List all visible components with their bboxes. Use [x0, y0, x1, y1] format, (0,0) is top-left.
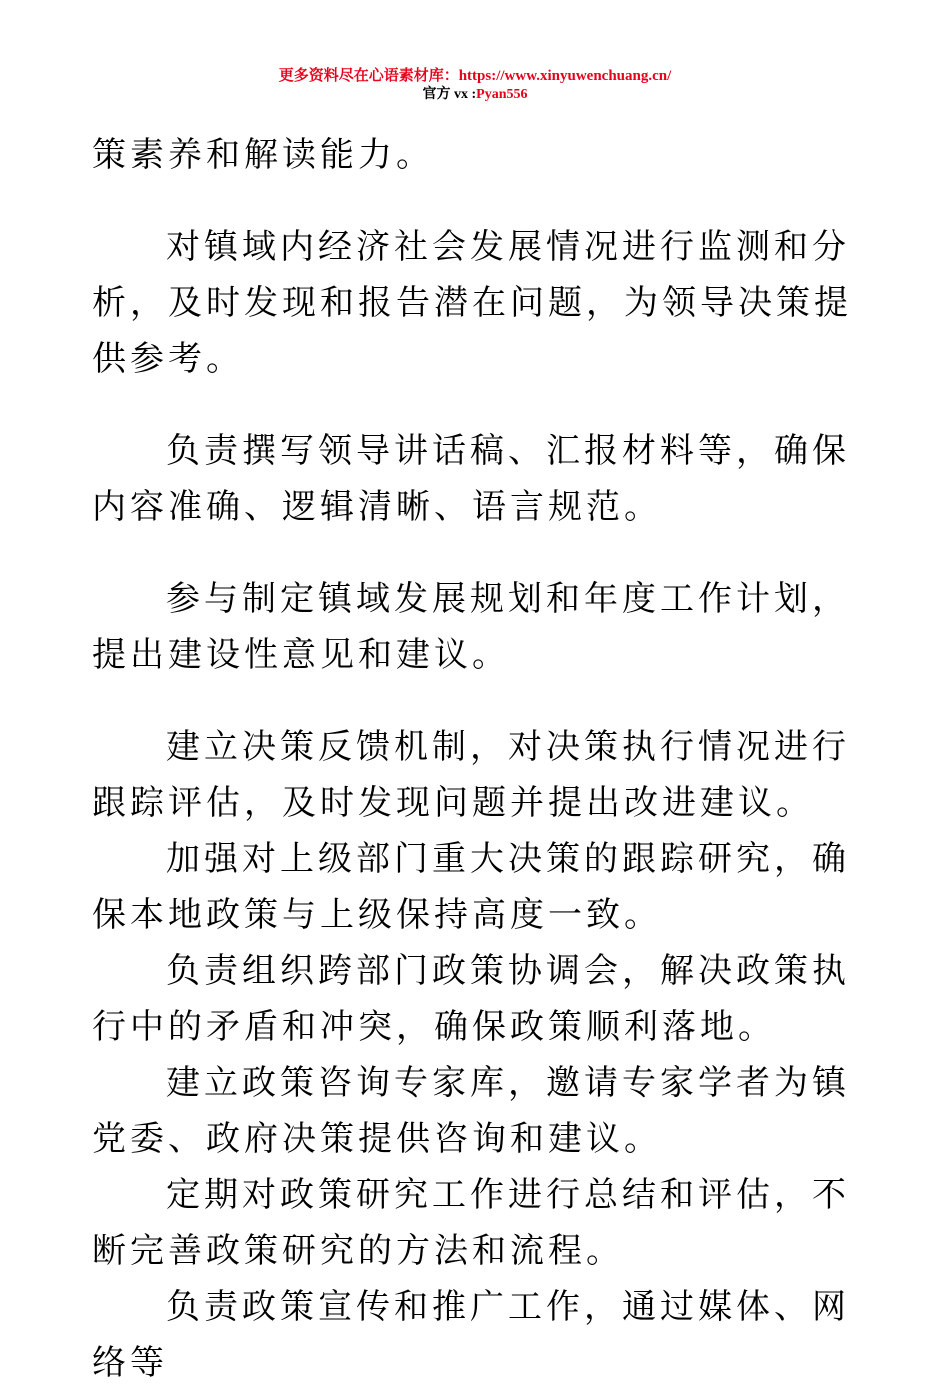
paragraph: 策素养和解读能力。 [92, 135, 434, 175]
promo-link[interactable]: https://www.xinyuwenchuang.cn/ [458, 68, 672, 84]
paragraph: 负责政策宣传和推广工作，通过媒体、网络等 [92, 1287, 850, 1383]
paragraph: 对镇域内经济社会发展情况进行监测和分析，及时发现和报告潜在问题，为领导决策提供参考。 [92, 227, 852, 379]
contact-id: Pyan556 [476, 87, 528, 102]
paragraph: 负责组织跨部门政策协调会，解决政策执行中的矛盾和冲突，确保政策顺利落地。 [92, 951, 850, 1047]
promo-label: 更多资料尽在心语素材库： [278, 68, 459, 84]
paragraph: 建立政策咨询专家库，邀请专家学者为镇党委、政府决策提供咨询和建议。 [92, 1063, 850, 1159]
paragraph: 参与制定镇域发展规划和年度工作计划，提出建设性意见和建议。 [92, 579, 850, 675]
contact-label: 官方 vx : [422, 87, 477, 102]
paragraph: 建立决策反馈机制，对决策执行情况进行跟踪评估，及时发现问题并提出改进建议。 [92, 727, 850, 823]
page-header [0, 66, 950, 104]
contact-line [0, 86, 950, 104]
paragraph: 负责撰写领导讲话稿、汇报材料等，确保内容准确、逻辑清晰、语言规范。 [92, 431, 850, 527]
document-body [92, 127, 868, 1391]
paragraph: 加强对上级部门重大决策的跟踪研究，确保本地政策与上级保持高度一致。 [92, 839, 850, 935]
promo-line [0, 66, 950, 86]
paragraph: 定期对政策研究工作进行总结和评估，不断完善政策研究的方法和流程。 [92, 1175, 850, 1271]
